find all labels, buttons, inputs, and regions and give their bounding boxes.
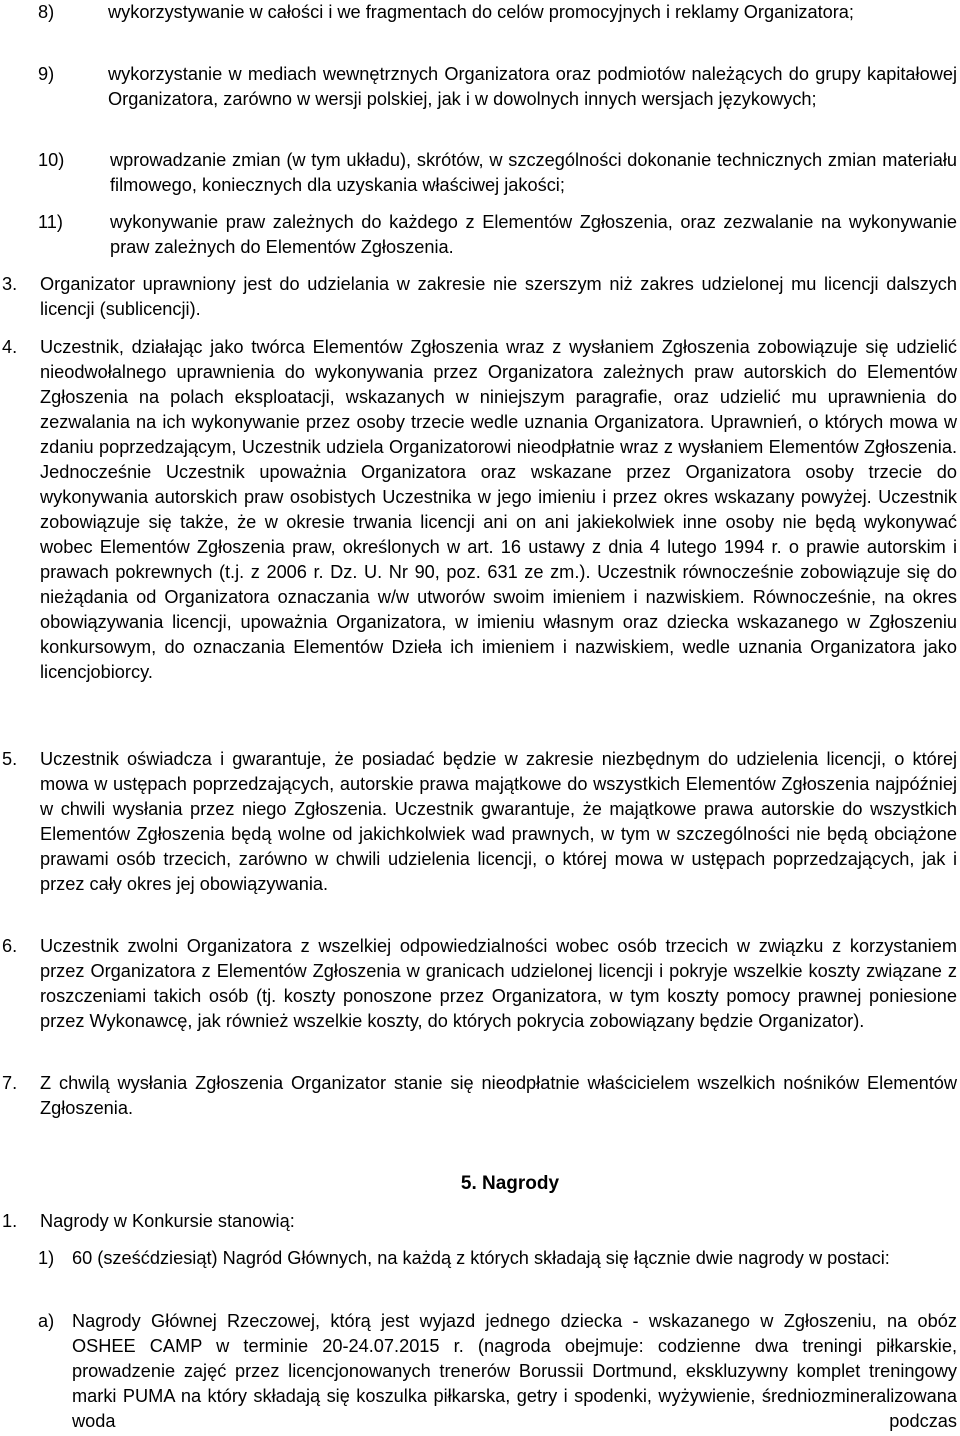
section-heading: 5. Nagrody [460, 1173, 560, 1194]
paragraph-number: 3. [2, 274, 18, 294]
item-number: a) [38, 1311, 55, 1331]
list-item [0, 148, 960, 198]
item-number: 11) [38, 212, 63, 232]
paragraph-number: 5. [2, 749, 18, 769]
paragraph [0, 747, 960, 922]
list-item [0, 210, 960, 260]
paragraph-number: 6. [2, 936, 18, 956]
item-text: Nagrody Głównej Rzeczowej, którą jest wyjazd jednego dziecka - wskazanego w Zgłoszeniu, na obóz OSHEE CAMP w terminie 20-24.07.2015 r. (nagroda obejmuje: codzienne dwa treningi piłkarskie, prowadzenie zajęć przez licencjonowanych trenerów Borussii Dortmund, ekskluzywny komplet treningowy marki PUMA na który składają się koszulka piłkarska, getry i spodenki, wyżywienie, średniozmineralizowana woda podczas [72, 1311, 957, 1431]
paragraph [0, 335, 960, 735]
item-text: wykorzystywanie w całości i we fragmentach do celów promocyjnych i reklamy Organizatora; [108, 2, 854, 22]
paragraph [0, 272, 960, 322]
paragraph [0, 934, 960, 1059]
item-text: wprowadzanie zmian (w tym układu), skrótów, w szczególności dokonanie technicznych zmian materiału filmowego, koniecznych dla uzyskania właściwej jakości; [110, 150, 957, 195]
paragraph-text: Uczestnik oświadcza i gwarantuje, że posiadać będzie w zakresie niezbędnym do udzielenia licencji, o której mowa w ustępach poprzedzających, autorskie prawa majątkowe do wszystkich Elementów Zgłoszenia najpóźniej w chwili wysłania przez niego Zgłoszenia. Uczestnik gwarantuje, że majątkowe prawa autorskie do wszystkich Elementów Zgłoszenia będą wolne od jakichkolwiek wad prawnych, w tym w szczególności nie będą obciążone prawami osób trzecich, zarówno w chwili udzielenia licencji, o której mowa w ustępach poprzedzających, jak i przez cały okres jej obowiązywania. [40, 749, 957, 894]
list-item [0, 0, 960, 50]
item-number: 8) [38, 2, 55, 22]
paragraph-text: Nagrody w Konkursie stanowią: [40, 1211, 295, 1231]
paragraph-number: 4. [2, 337, 18, 357]
paragraph [0, 1071, 960, 1121]
item-text: wykonywanie praw zależnych do każdego z Elementów Zgłoszenia, oraz zezwalanie na wykonywanie praw zależnych do Elementów Zgłoszenia. [110, 212, 957, 257]
item-number: 9) [38, 64, 55, 84]
paragraph-text: Uczestnik, działając jako twórca Elementów Zgłoszenia wraz z wysłaniem Zgłoszenia zobowiązuje się udzielić nieodwołalnego uprawnienia do wykonywania przez Organizatora zależnych praw autorskich do Elementów Zgłoszenia na polach eksploatacji, wskazanych w niniejszym paragrafie, oraz udzielić mu uprawnienia do zezwalania na ich wykonywanie przez osoby trzecie wedle uznania Organizatora. Uprawnień, o których mowa w zdaniu poprzedzającym, Uczestnik udziela Organizatorowi nieodpłatnie wraz z wysłaniem Elementów Zgłoszenia. Jednocześnie Uczestnik upoważnia Organizatora oraz wskazane przez Organizatora osoby trzecie do wykonywania autorskich praw osobistych Uczestnika w jego imieniu i przez okres wskazany powyżej. Uczestnik zobowiązuje się także, że w okresie trwania licencji ani on ani jakiekolwiek inne osoby nie będą wykonywać wobec Elementów Zgłoszenia praw, określonych w art. 16 ustawy z dnia 4 lutego 1994 r. o prawie autorskim i prawach pokrewnych (t.j. z 2006 r. Dz. U. Nr 90, poz. 631 ze zm.). Uczestnik równocześnie zobowiązuje się do nieżądania od Organizatora oznaczania w/w utworów swoim imieniem i nazwiskiem. Równocześnie, na okres obowiązywania licencji, upoważnia Organizatora, w imieniu własnym oraz dziecka wskazanego w Zgłoszeniu konkursowym, do oznaczania Elementów Dzieła ich imieniem i nazwiskiem, wedle uznania Organizatora jako licencjobiorcy. [40, 337, 957, 682]
paragraph [0, 1209, 960, 1234]
list-item [0, 1309, 960, 1434]
paragraph-text: Z chwilą wysłania Zgłoszenia Organizator stanie się nieodpłatnie właścicielem wszelkich nośników Elementów Zgłoszenia. [40, 1073, 957, 1118]
item-text: 60 (sześćdziesiąt) Nagród Głównych, na każdą z których składają się łącznie dwie nagrody w postaci: [72, 1248, 890, 1268]
item-number: 1) [38, 1248, 55, 1268]
list-item [0, 62, 960, 137]
item-number: 10) [38, 150, 65, 170]
paragraph-text: Uczestnik zwolni Organizatora z wszelkiej odpowiedzialności wobec osób trzecich w związku z korzystaniem przez Organizatora z Elementów Zgłoszenia w granicach udzielonej licencji i pokryje wszelkie koszty związane z roszczeniami takich osób (tj. koszty ponoszone przez Organizatora, w tym koszty pomocy prawnej poniesione przez Wykonawcę, jak również wszelkie koszty, do których pokrycia zobowiązany będzie Organizator). [40, 936, 957, 1031]
paragraph-text: Organizator uprawniony jest do udzielania w zakresie nie szerszym niż zakres udzielonej mu licencji dalszych licencji (sublicencji). [40, 274, 957, 319]
item-text: wykorzystanie w mediach wewnętrznych Organizatora oraz podmiotów należących do grupy kapitałowej Organizatora, zarówno w wersji polskiej, jak i w dowolnych innych wersjach językowych; [108, 64, 957, 109]
list-item [0, 1246, 960, 1296]
paragraph-number: 1. [2, 1211, 18, 1231]
paragraph-number: 7. [2, 1073, 18, 1093]
